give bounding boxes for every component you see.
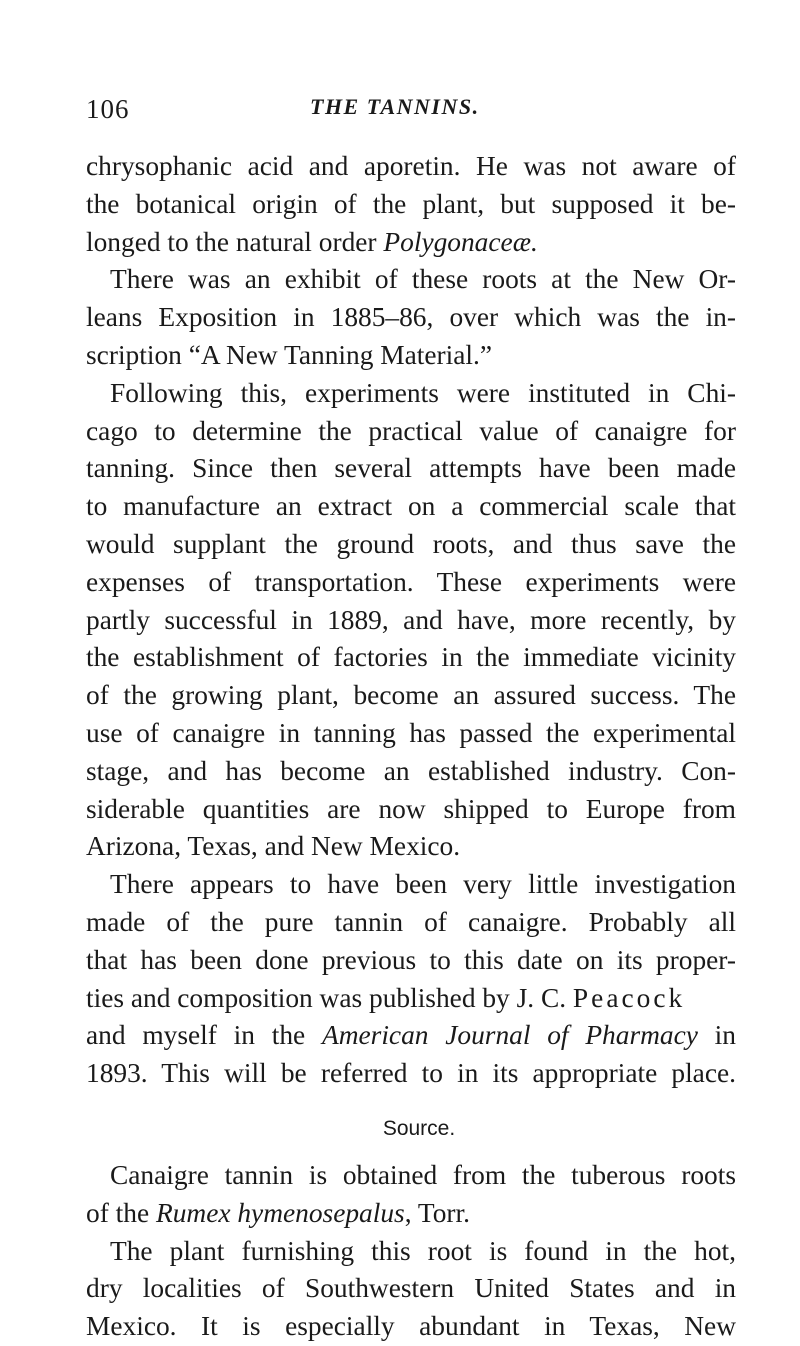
text-line: cago to determine the practical value of canaigre for xyxy=(86,415,736,446)
text-run: ties and composition was published by J. C. xyxy=(86,982,573,1013)
text-line xyxy=(86,1017,736,1055)
text-run: longed to the natural order xyxy=(86,226,384,257)
text-line: would supplant the ground roots, and thus save the xyxy=(86,528,736,559)
text-line xyxy=(86,980,736,1018)
text-line: 1893. This will be referred to in its appropriate place. xyxy=(86,1058,736,1089)
paragraph-start-line: There was an exhibit of these roots at the New Or- xyxy=(110,264,736,295)
text-run: in xyxy=(697,1020,736,1051)
paragraph-start-line: The plant furnishing this root is found in the hot, xyxy=(110,1235,736,1266)
text-line: use of canaigre in tanning has passed the experimental xyxy=(86,717,736,748)
text-line: leans Exposition in 1885–86, over which was the in- xyxy=(86,302,736,333)
paragraph-start-line: There appears to have been very little investigation xyxy=(110,869,736,900)
journal-title: American Journal of Pharmacy xyxy=(321,1020,698,1051)
taxon-name: Polygonaceæ. xyxy=(383,226,538,257)
text-line: that has been done previous to this date on its proper- xyxy=(86,944,736,975)
section-heading: Source. xyxy=(382,1116,456,1140)
text-line xyxy=(86,224,736,262)
text-line: tanning. Since then several attempts have been made xyxy=(86,453,736,484)
text-line: to manufacture an extract on a commercial scale that xyxy=(86,491,736,522)
text-line: expenses of transportation. These experiments were xyxy=(86,566,736,597)
text-line: the establishment of factories in the immediate vicinity xyxy=(86,642,736,673)
text-line: siderable quantities are now shipped to Europe from xyxy=(86,793,736,824)
text-run: and myself in the xyxy=(86,1020,322,1051)
page-number: 106 xyxy=(86,94,130,124)
paragraph-start-line: Canaigre tannin is obtained from the tuberous roots xyxy=(110,1159,736,1190)
text-line: the botanical origin of the plant, but supposed it be- xyxy=(86,188,736,219)
text-line: made of the pure tannin of canaigre. Probably all xyxy=(86,906,736,937)
text-run: , Torr. xyxy=(404,1197,471,1228)
text-line: of the growing plant, become an assured success. The xyxy=(86,680,736,711)
running-head: THE TANNINS. xyxy=(310,94,480,119)
text-line: stage, and has become an established industry. Con- xyxy=(86,755,736,786)
body-text xyxy=(86,148,736,1346)
text-line: partly successful in 1889, and have, more recently, by xyxy=(86,604,736,635)
author-name: Peacock xyxy=(572,982,686,1013)
text-line: Arizona, Texas, and New Mexico. xyxy=(86,831,461,862)
paragraph-start-line: Following this, experiments were instituted in Chi- xyxy=(110,377,736,408)
text-line: scription “A New Tanning Material.” xyxy=(86,339,493,370)
text-line: chrysophanic acid and aporetin. He was not aware of xyxy=(86,151,736,181)
text-run: of the xyxy=(86,1197,156,1228)
page-header xyxy=(86,94,736,134)
text-line: Mexico. It is especially abundant in Texas, New xyxy=(86,1311,736,1342)
taxon-name: Rumex hymenosepalus xyxy=(155,1197,405,1228)
text-line: dry localities of Southwestern United States and in xyxy=(86,1273,736,1304)
text-line xyxy=(86,1195,736,1233)
